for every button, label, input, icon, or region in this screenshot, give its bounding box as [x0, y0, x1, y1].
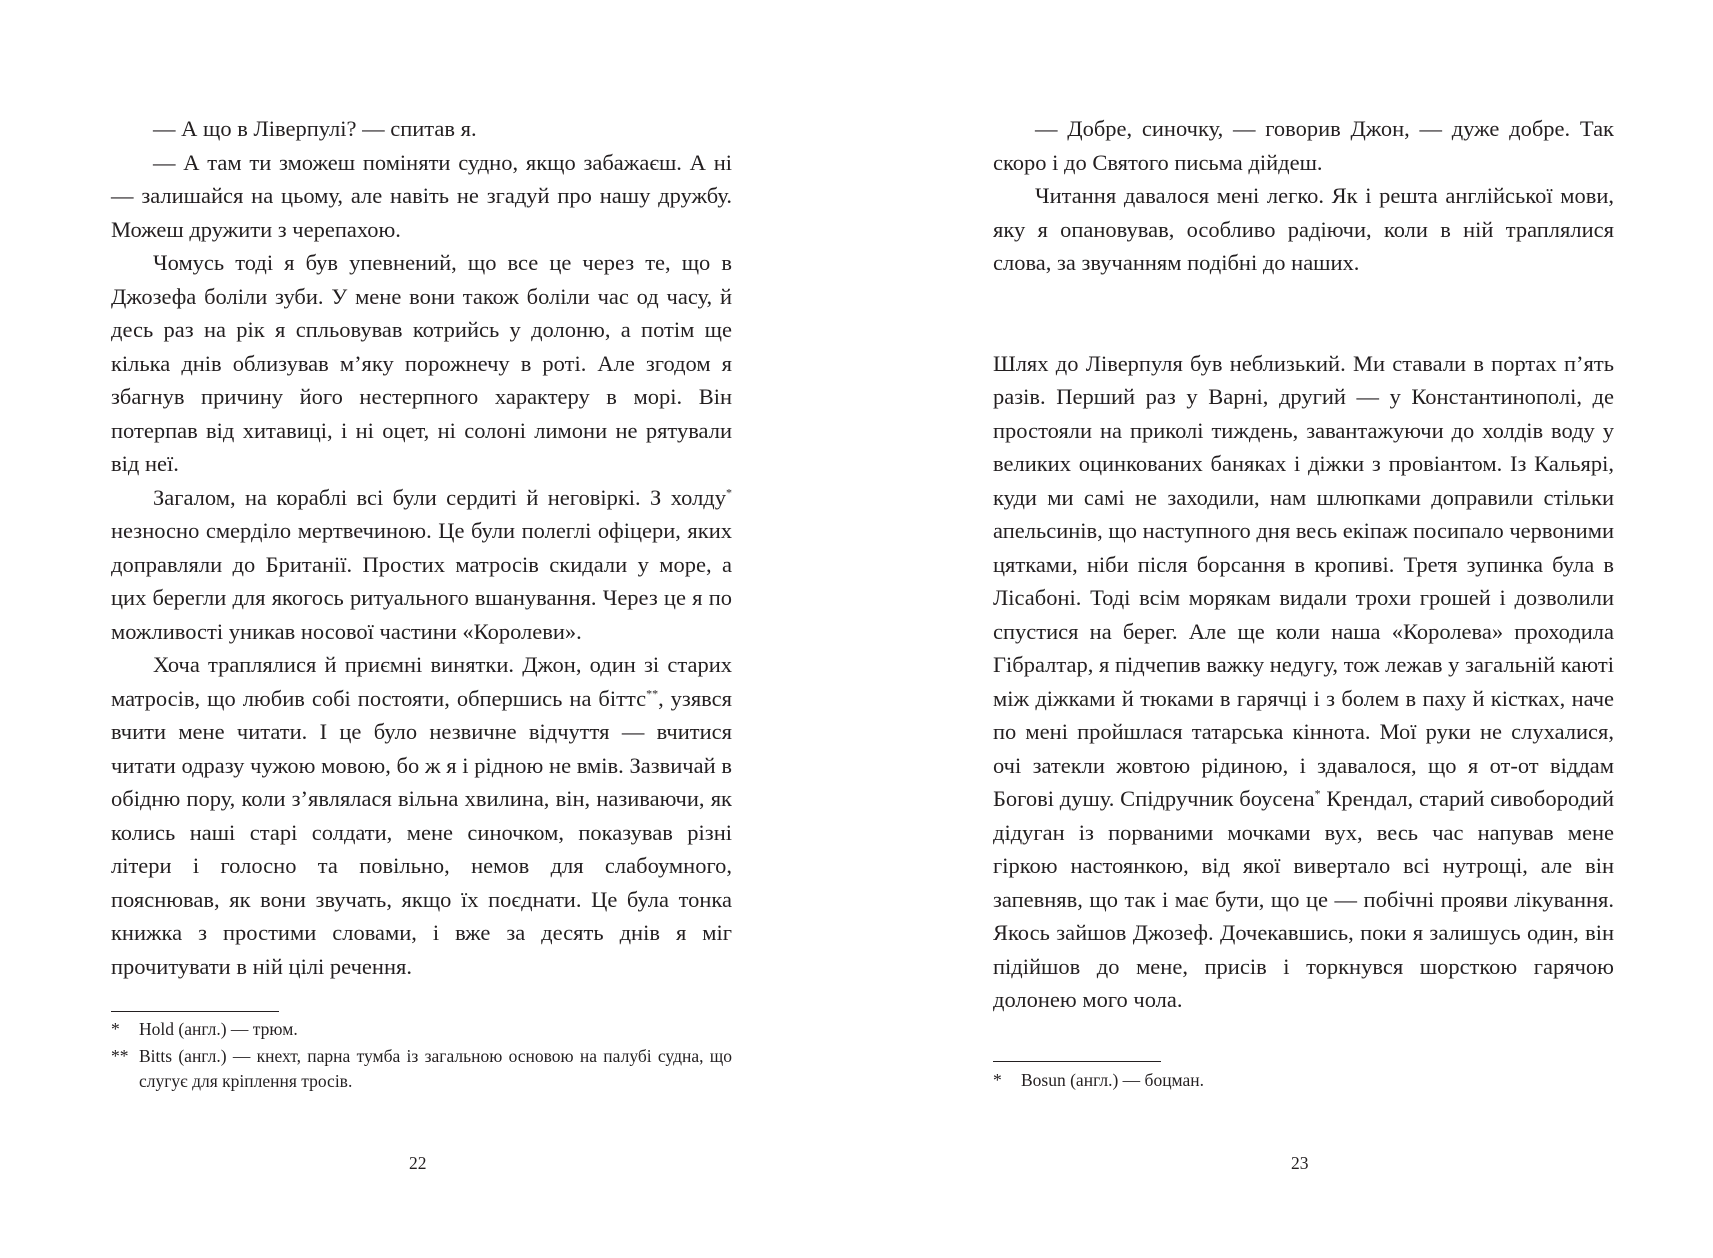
page-number: 22: [409, 1153, 427, 1173]
footnote-mark: **: [111, 1046, 129, 1066]
paragraph: [993, 347, 1614, 1017]
paragraph: — Добре, синочку, — говорив Джон, — дуже добре. Так скоро і до Святого письма дійдеш.: [993, 116, 1614, 175]
paragraph-text: Шлях до Ліверпуля був неблизький. Ми ставали в портах п’ять разів. Перший раз у Варні, другий — у Константинополі, де простояли на приколі тиждень, завантажуючи до холдів воду у великих оцинкованих баняках і діжки з провіантом. Із Кальярі, куди ми самі не заходили, нам шлюпками доправили стільки апельсинів, що наступного дня весь екіпаж посипало червоними цятками, ніби після борсання в кропиві. Третя зупинка була в Лісабоні. Тоді всім морякам видали трохи грошей і дозволили спустися на берег. Але ще коли наша «Королева» проходила Гібралтар, я підчепив важку недугу, тож лежав у загальній каюті між діжками й тюками в гарячці і з болем в паху й кістках, наче по мені пройшлася татарська кіннота. Мої руки не слухалися, очі затекли жовтою рідиною, і здавалося, що я от-от віддам Богові душу. Спідручник боусена: [993, 350, 1614, 811]
paragraph: Читання давалося мені легко. Як і решта англійської мови, яку я опановував, особливо радіючи, коли в ній траплялися слова, за звучанням подібні до наших.: [993, 183, 1614, 275]
paragraph: [111, 648, 732, 983]
footnote-reference: **: [646, 686, 659, 700]
paragraph: — А там ти зможеш поміняти судно, якщо забажаєш. А ні — залишайся на цьому, але навіть не згадуй про нашу дружбу. Можеш дружити з черепахою.: [111, 149, 732, 242]
paragraph: — А що в Ліверпулі? — спитав я.: [153, 116, 477, 141]
footnote: [111, 1017, 732, 1042]
paragraph-text: , узявся вчити мене читати. І це було незвичне відчуття — вчитися читати одразу чужою мовою, бо ж я і рідною не вмів. Зазвичай в обідню пору, коли з’являлася вільна хвилина, він, називаючи, як колись наші старі солдати, мене синочком, показував різні літери і голосно та повільно, немов для слабоумного, пояснював, як вони звучать, якщо їх поєднати. Це була тонка книжка з простими словами, і вже за десять днів я міг прочитувати в ній цілі речення.: [111, 685, 732, 979]
page-number: 23: [1291, 1153, 1309, 1173]
footnote-divider: [111, 1011, 279, 1012]
paragraph-text: Крендал, старий сивобородий дідуган із порваними мочками вух, весь час напував мене гіркою настоянкою, від якої вивертало всі нутрощі, але він запевняв, що так і має бути, що це — побічні прояви лікування. Якось зайшов Джозеф. Дочекавшись, поки я залишусь один, він підійшов до мене, присів і торкнувся шорсткою гарячою долонею мого чола.: [993, 786, 1614, 1012]
footnote-reference: *: [1314, 786, 1321, 801]
footnote-divider: [993, 1061, 1161, 1062]
footnote: [993, 1068, 1614, 1093]
footnotes: [993, 1068, 1614, 1095]
footnote-mark: *: [993, 1070, 1002, 1090]
footnote: [111, 1044, 732, 1094]
footnote-mark: *: [111, 1019, 120, 1039]
right-page-body: [993, 112, 1614, 1017]
paragraph-text: Загалом, на кораблі всі були сердиті й неговіркі. З холду: [153, 484, 726, 510]
section-break: [993, 280, 1614, 347]
paragraph: [111, 481, 732, 649]
right-page: [857, 0, 1713, 1258]
footnote-text: Bosun (англ.) — боцман.: [1021, 1070, 1205, 1090]
left-page-body: [111, 112, 732, 983]
paragraph: Чомусь тоді я був упевнений, що все це через те, що в Джозефа боліли зуби. У мене вони також боліли час од часу, й десь раз на рік я спльовував котрийсь у долоню, а потім ще кілька днів облизував м’яку порожнечу в роті. Але згодом я збагнув причину його нестерпного характеру в морі. Він потерпав від хитавиці, і ні оцет, ні солоні лимони не рятували від неї.: [111, 250, 732, 476]
footnote-reference: *: [726, 485, 732, 499]
footnotes: [111, 1017, 732, 1096]
paragraph-text: незносно смерділо мертвечиною. Це були полеглі офіцери, яких доправляли до Британії. Простих матросів скидали у море, а цих берегли для якогось ритуального вшанування. Через це я по можливості уникав носової частини «Королеви».: [111, 518, 732, 644]
paragraph-text: Хоча траплялися й приємні винятки. Джон, один зі старих матросів, що любив собі постояти, обпершись на біттс: [111, 652, 732, 711]
footnote-text: Hold (англ.) — трюм.: [139, 1019, 298, 1039]
footnote-text: Bitts (англ.) — кнехт, парна тумба із загальною основою на палубі судна, що слугує для кріплення тросів.: [139, 1046, 732, 1091]
left-page: [0, 0, 856, 1258]
